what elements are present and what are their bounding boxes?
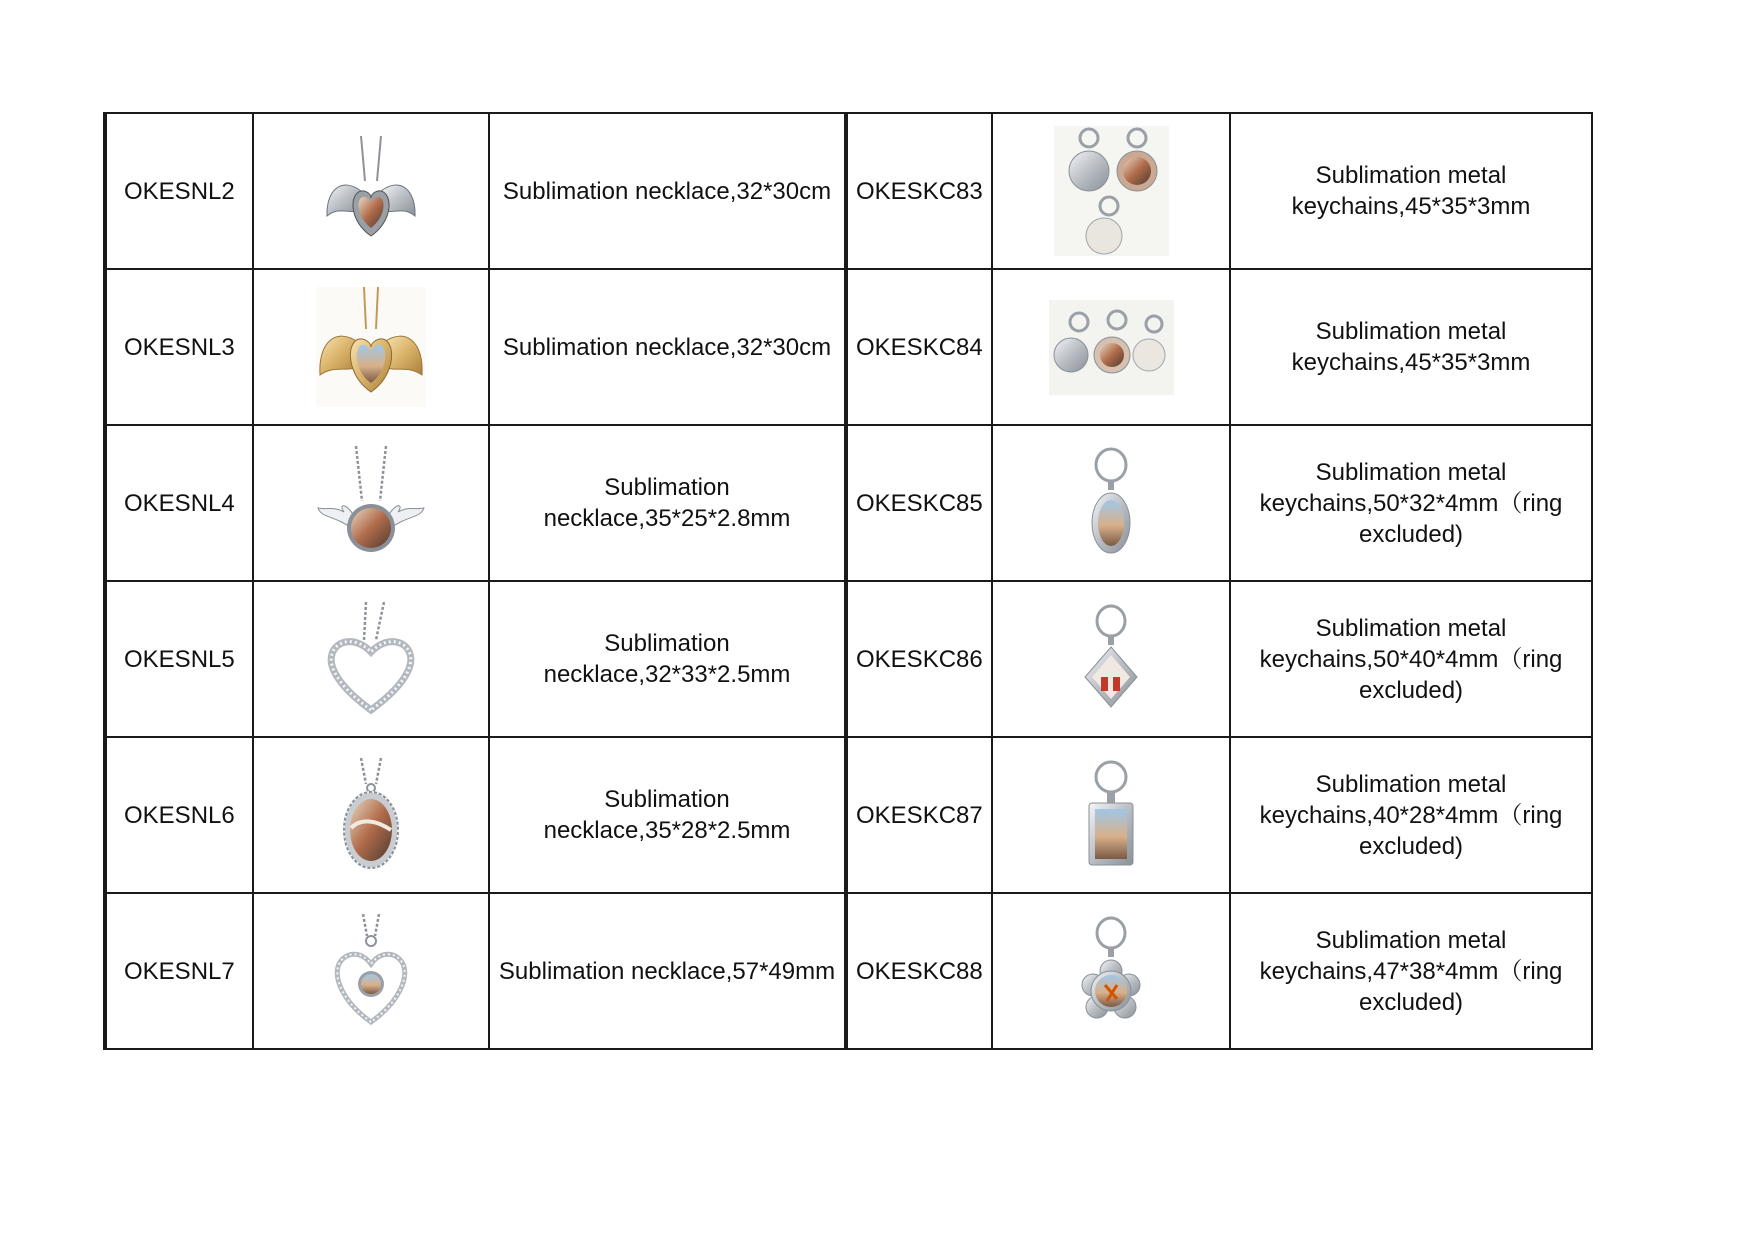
table-row — [105, 269, 1592, 425]
keychain-image — [992, 893, 1230, 1049]
keychain-description: Sublimation metal keychains,40*28*4mm（ring excluded) — [1230, 737, 1592, 893]
necklace-code: OKESNL3 — [105, 269, 253, 425]
keychain-code: OKESKC86 — [846, 581, 992, 737]
keychain-description: Sublimation metal keychains,50*32*4mm（ring excluded) — [1230, 425, 1592, 581]
keychain-image — [992, 581, 1230, 737]
keychain-description: Sublimation metal keychains,47*38*4mm（ring excluded) — [1230, 893, 1592, 1049]
diamond-keychain-icon — [1081, 603, 1141, 715]
necklace-code: OKESNL2 — [105, 113, 253, 269]
oval-keychain-icon — [1081, 447, 1141, 559]
necklace-code: OKESNL4 — [105, 425, 253, 581]
rectangle-keychain-icon — [1081, 759, 1141, 871]
gold-winged-heart-necklace-icon — [316, 287, 426, 407]
spinning-heart-pendant-icon — [331, 914, 411, 1029]
necklace-code: OKESNL7 — [105, 893, 253, 1049]
keychain-code: OKESKC84 — [846, 269, 992, 425]
keychain-code: OKESKC88 — [846, 893, 992, 1049]
keychain-description: Sublimation metal keychains,50*40*4mm（ring excluded) — [1230, 581, 1592, 737]
necklace-description: Sublimation necklace,32*30cm — [489, 269, 846, 425]
keychain-image — [992, 269, 1230, 425]
angel-wing-pendant-icon — [316, 446, 426, 561]
oval-pendant-icon — [331, 758, 411, 873]
necklace-description: Sublimation necklace,32*30cm — [489, 113, 846, 269]
winged-heart-necklace-icon — [321, 136, 421, 246]
table-row — [105, 581, 1592, 737]
keychain-image — [992, 737, 1230, 893]
keychain-description: Sublimation metal keychains,45*35*3mm — [1230, 269, 1592, 425]
table-row — [105, 893, 1592, 1049]
keychain-image — [992, 113, 1230, 269]
product-catalog-sheet — [103, 112, 1590, 1058]
keychain-code: OKESKC87 — [846, 737, 992, 893]
necklace-description: Sublimation necklace,35*25*2.8mm — [489, 425, 846, 581]
keychain-image — [992, 425, 1230, 581]
keychain-description: Sublimation metal keychains,45*35*3mm — [1230, 113, 1592, 269]
necklace-image — [253, 581, 489, 737]
keychain-code: OKESKC85 — [846, 425, 992, 581]
flower-keychain-icon — [1081, 915, 1141, 1027]
product-table — [103, 112, 1593, 1050]
necklace-code: OKESNL6 — [105, 737, 253, 893]
table-row — [105, 425, 1592, 581]
necklace-image — [253, 113, 489, 269]
necklace-code: OKESNL5 — [105, 581, 253, 737]
table-row — [105, 737, 1592, 893]
rhinestone-heart-icon — [326, 602, 416, 717]
necklace-image — [253, 425, 489, 581]
necklace-description: Sublimation necklace,35*28*2.5mm — [489, 737, 846, 893]
keychain-code: OKESKC83 — [846, 113, 992, 269]
necklace-image — [253, 269, 489, 425]
necklace-description: Sublimation necklace,32*33*2.5mm — [489, 581, 846, 737]
round-keychains-row-icon — [1049, 300, 1174, 395]
necklace-image — [253, 893, 489, 1049]
necklace-image — [253, 737, 489, 893]
necklace-description: Sublimation necklace,57*49mm — [489, 893, 846, 1049]
table-row — [105, 113, 1592, 269]
round-keychains-icon — [1054, 126, 1169, 256]
